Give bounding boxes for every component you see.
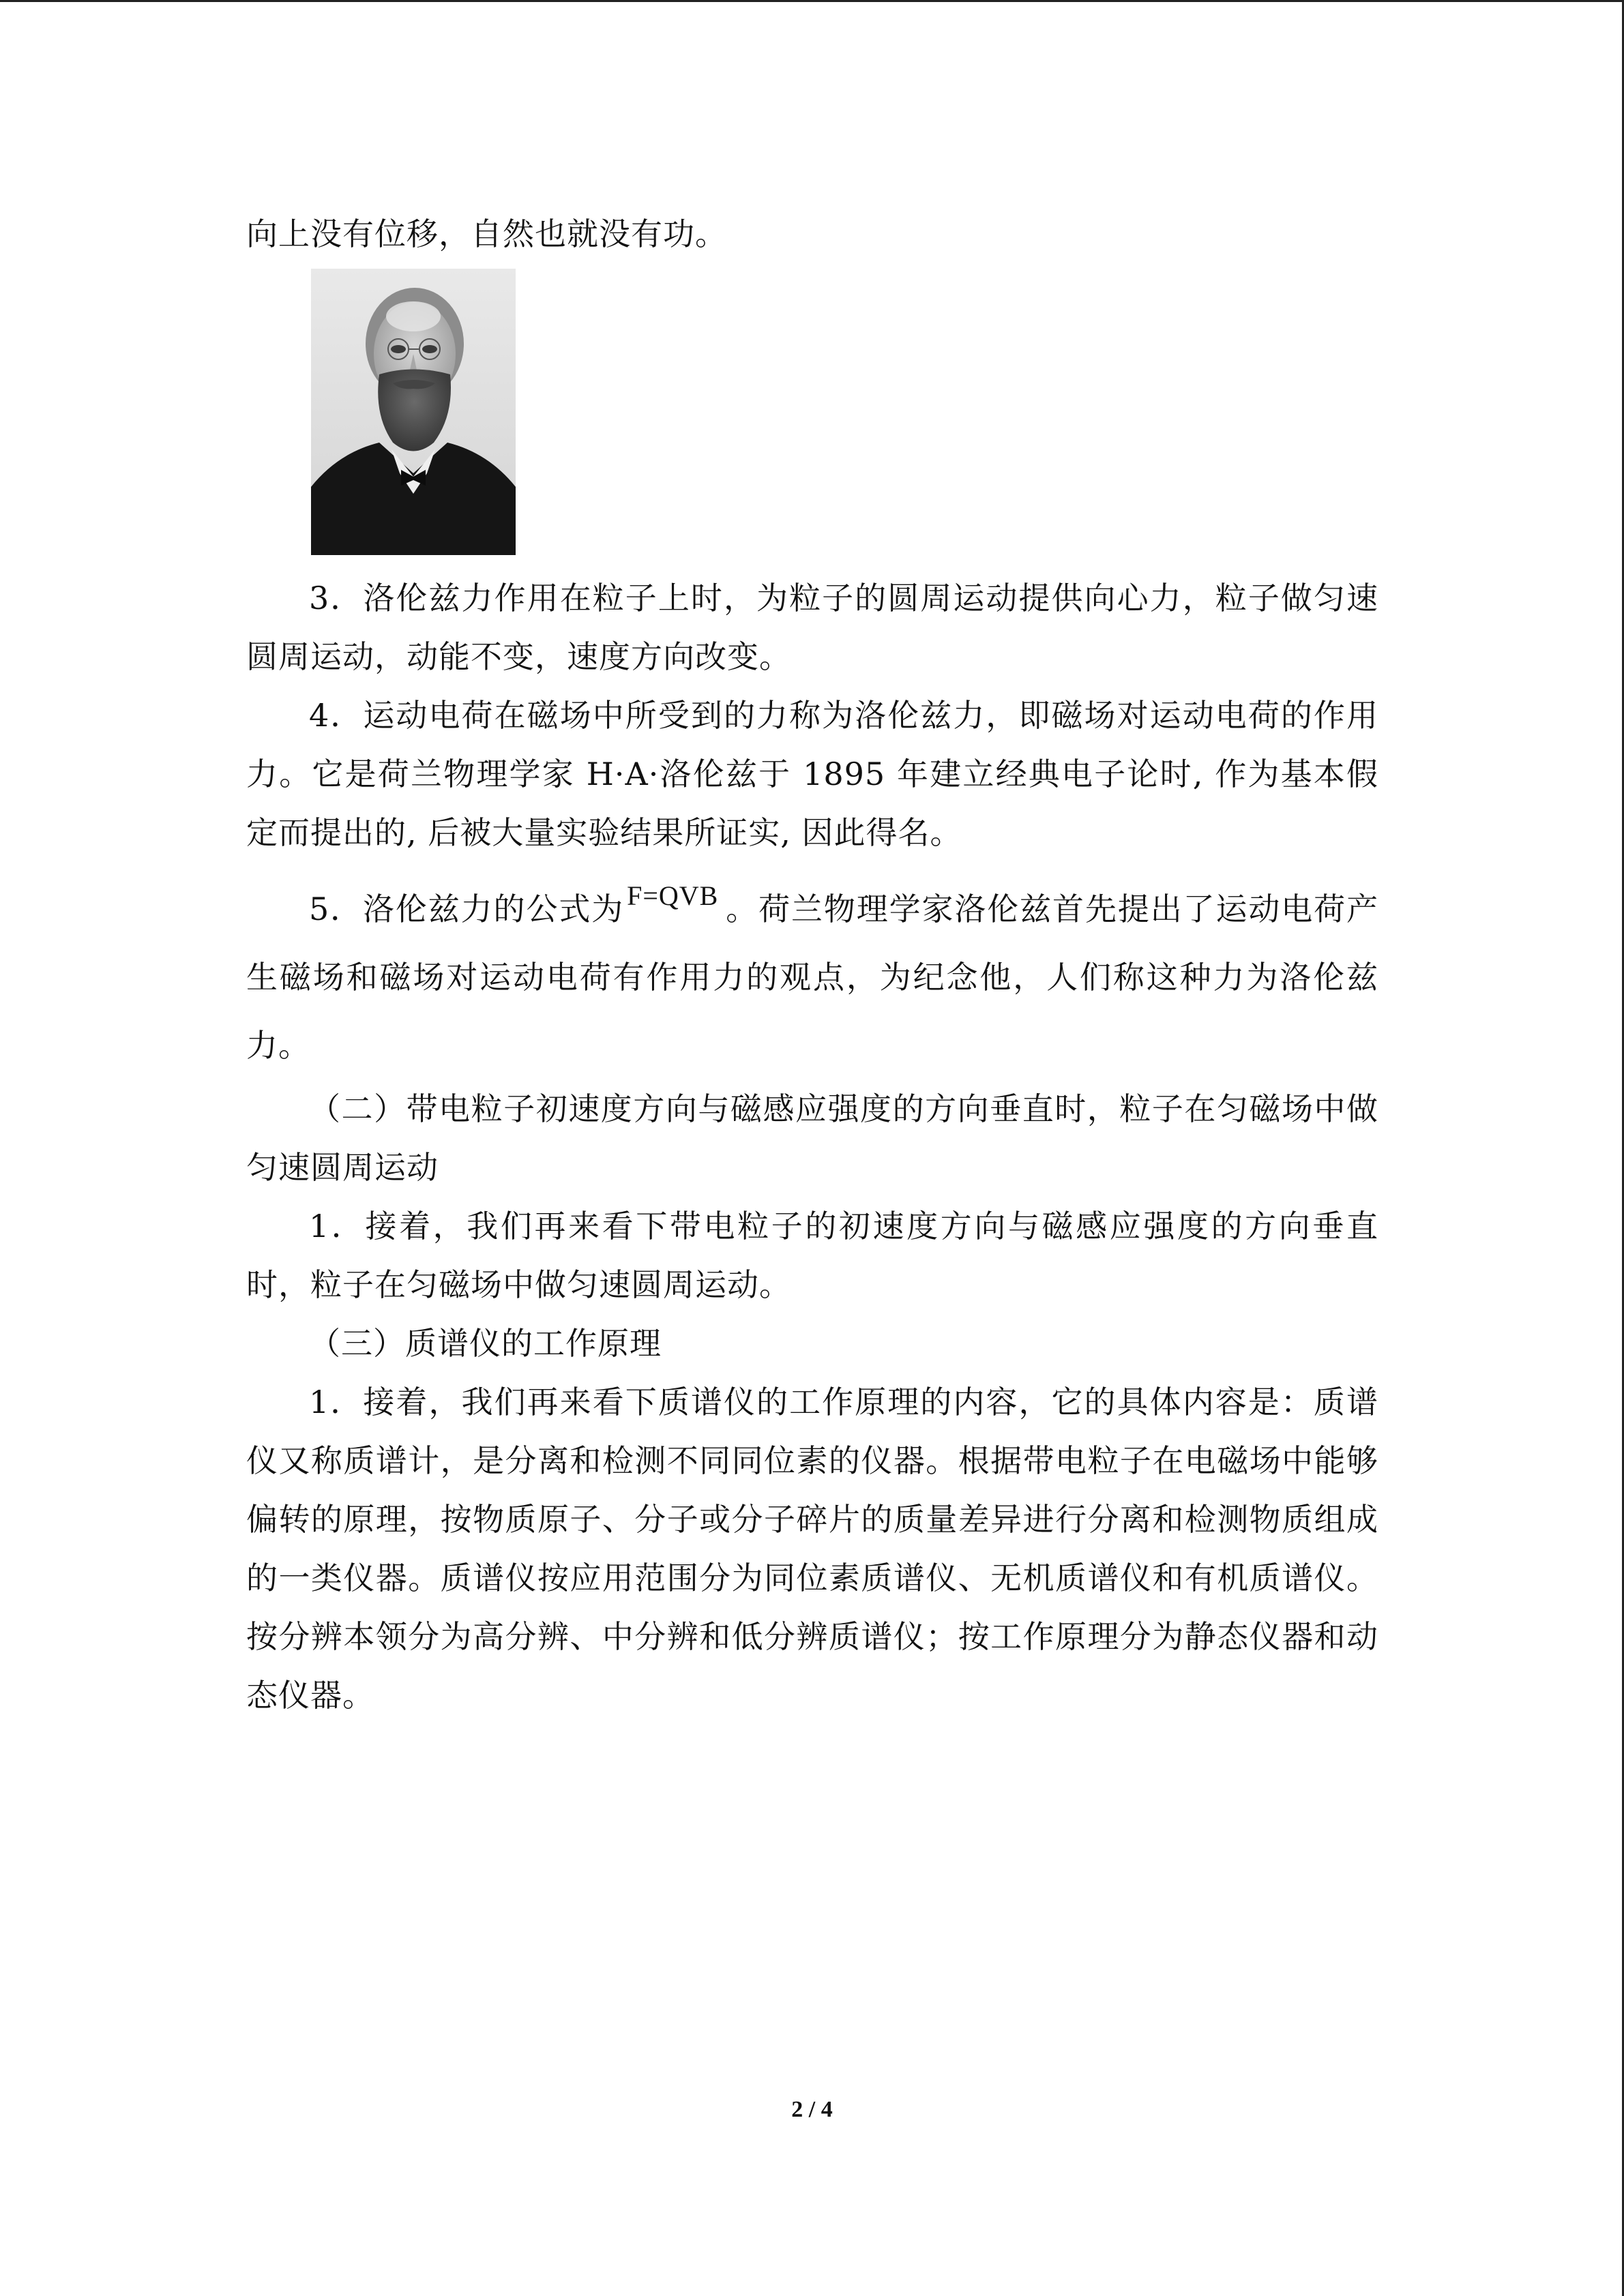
page-number: 2 / 4 xyxy=(791,2097,833,2122)
section-heading-3: （三）质谱仪的工作原理 xyxy=(309,1325,662,1362)
paragraph-3: 3．洛伦兹力作用在粒子上时，为粒子的圆周运动提供向心力，粒子做匀速圆周运动，动能不变，速度方向改变。 xyxy=(246,580,1378,675)
paragraph-continuation: 向上没有位移，自然也就没有功。 xyxy=(246,215,727,252)
page-border-top xyxy=(0,0,1624,2)
paragraph-5-text-after: 。荷兰物理学家洛伦兹首先提出了运动电荷产生磁场和磁场对运动电荷有作用力的观点，为纪念他，人们称这种力为洛伦兹力。 xyxy=(246,891,1378,1064)
paragraph-6: 1．接着，我们再来看下带电粒子的初速度方向与磁感应强度的方向垂直时，粒子在匀磁场中做匀速圆周运动。 xyxy=(246,1208,1378,1303)
paragraph-5 xyxy=(246,862,1378,1079)
document-body xyxy=(246,205,1378,1725)
lorentz-portrait-photo xyxy=(311,269,516,555)
portrait-image xyxy=(311,269,516,555)
section-heading-2: （二）带电粒子初速度方向与磁感应强度的方向垂直时，粒子在匀磁场中做匀速圆周运动 xyxy=(246,1090,1378,1186)
paragraph-7: 1．接着，我们再来看下质谱仪的工作原理的内容，它的具体内容是：质谱仪又称质谱计，是分离和检测不同同位素的仪器。根据带电粒子在电磁场中能够偏转的原理，按物质原子、分子或分子碎片的质量差异进行分离和检测物质组成的一类仪器。质谱仪按应用范围分为同位素质谱仪、无机质谱仪和有机质谱仪。按分辨本领分为高分辨、中分辨和低分辨质谱仪；按工作原理分为静态仪器和动态仪器。 xyxy=(246,1384,1378,1714)
paragraph-5-text-before: 5．洛伦兹力的公式为 xyxy=(309,891,625,927)
lorentz-formula: F=QVB xyxy=(627,880,719,911)
paragraph-4: 4．运动电荷在磁场中所受到的力称为洛伦兹力，即磁场对运动电荷的作用力。它是荷兰物理学家 H·A·洛伦兹于 1895 年建立经典电子论时, 作为基本假定而提出的, 后被大量实验结果所证实, 因此得名。 xyxy=(246,697,1378,851)
